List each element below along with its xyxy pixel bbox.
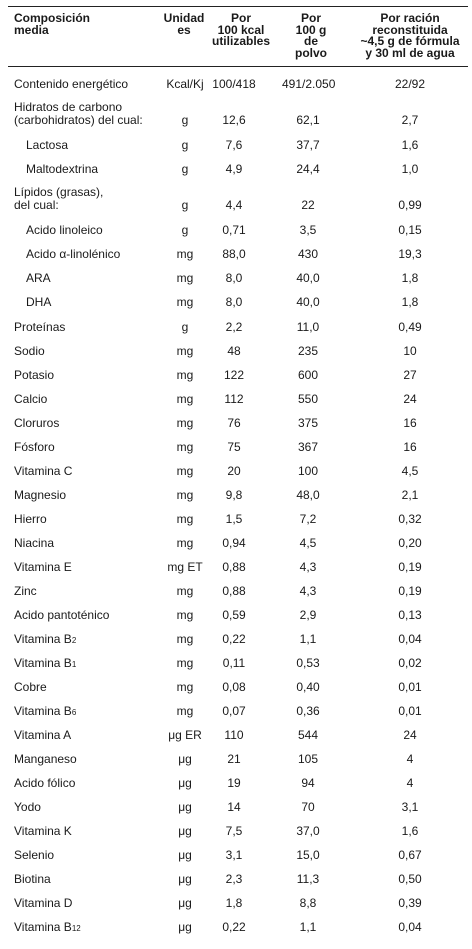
per-ration-cell: 24	[403, 392, 417, 406]
header-per-100kcal	[200, 13, 282, 48]
per-100kcal-cell: 0,08	[222, 680, 246, 694]
nutrient-name-line: Acido pantoténico	[14, 608, 110, 622]
nutrient-name-line: DHA	[26, 295, 52, 309]
unit-cell: mg	[176, 344, 194, 358]
nutrient-name	[14, 681, 47, 694]
unit-cell: mg	[176, 440, 194, 454]
nutrient-name	[14, 825, 72, 838]
per-100g-cell: 70	[301, 800, 315, 814]
per-100g-cell: 375	[297, 416, 319, 430]
header-line: Por ración	[380, 11, 440, 25]
per-100g-cell: 367	[297, 440, 319, 454]
nutrient-name	[14, 849, 54, 862]
per-ration-cell: 0,49	[398, 320, 422, 334]
per-100g-cell: 600	[297, 368, 319, 382]
nutrient-name	[14, 513, 47, 526]
per-ration-cell: 0,20	[398, 536, 422, 550]
per-100kcal-cell: 0,22	[222, 632, 246, 646]
nutrient-name-line: ARA	[26, 271, 51, 285]
nutrient-name-line: Maltodextrina	[26, 162, 99, 176]
per-100kcal-cell: 0,59	[222, 608, 246, 622]
per-ration-cell: 0,04	[398, 632, 422, 646]
unit-cell: μg	[178, 920, 192, 934]
per-ration-cell: 0,19	[398, 560, 422, 574]
unit-cell: mg	[176, 512, 194, 526]
per-100kcal-cell: 0,88	[222, 560, 246, 574]
per-ration-cell: 0,01	[398, 680, 422, 694]
per-ration-cell: 4,5	[401, 464, 419, 478]
nutrient-name	[14, 585, 37, 598]
nutrient-name	[14, 753, 77, 766]
per-100g-cell: 22	[301, 198, 315, 212]
unit-cell: μg ER	[168, 728, 202, 742]
header-line: polvo	[295, 45, 327, 60]
per-ration-cell: 0,32	[398, 512, 422, 526]
per-100g-cell: 430	[297, 247, 319, 261]
per-100kcal-cell: 19	[227, 776, 241, 790]
nutrient-name-line: Vitamina B	[14, 704, 72, 718]
per-100g-cell: 550	[297, 392, 319, 406]
per-ration-cell: 0,04	[398, 920, 422, 934]
nutrient-name-line: Hierro	[14, 512, 47, 526]
per-100kcal-cell: 110	[224, 728, 244, 742]
unit-cell: μg	[178, 752, 192, 766]
per-ration-cell: 16	[403, 440, 417, 454]
nutrient-name	[14, 345, 45, 358]
per-100kcal-cell: 1,5	[225, 512, 243, 526]
nutrient-name-line: Vitamina K	[14, 824, 72, 838]
unit-cell: mg	[176, 271, 194, 285]
per-100g-cell: 105	[297, 752, 319, 766]
nutrient-name-line: del cual:	[14, 198, 59, 212]
per-100kcal-cell: 14	[227, 800, 241, 814]
unit-cell: g	[181, 320, 189, 334]
header-line: Por	[230, 11, 251, 25]
nutrient-name: Vitamina B 6	[14, 704, 77, 718]
per-100g-cell: 48,0	[296, 488, 320, 502]
nutrient-name	[14, 321, 65, 334]
unit-cell: mg	[176, 608, 194, 622]
unit-cell: mg	[176, 392, 194, 406]
per-100kcal-cell: 21	[227, 752, 241, 766]
nutrient-name	[26, 224, 103, 237]
per-100kcal-cell: 4,4	[225, 198, 243, 212]
per-100g-cell: 544	[297, 728, 319, 742]
header-per-ration	[350, 13, 470, 59]
per-100g-cell: 235	[297, 344, 319, 358]
nutrient-name	[14, 609, 109, 622]
per-ration-cell: 0,67	[398, 848, 422, 862]
nutrient-name-line: Vitamina D	[14, 896, 73, 910]
nutrient-name-line: Cobre	[14, 680, 47, 694]
nutrient-name	[14, 369, 54, 382]
unit-cell: g	[181, 223, 189, 237]
nutrient-name	[26, 296, 51, 309]
unit-cell: mg	[176, 632, 194, 646]
unit-cell: mg	[176, 368, 194, 382]
per-100kcal-cell: 20	[227, 464, 241, 478]
per-100kcal-cell: 0,07	[222, 704, 246, 718]
per-ration-cell: 4	[406, 776, 414, 790]
header-line: reconstituida	[372, 22, 448, 37]
header-line: Unidad	[163, 11, 205, 25]
header-line: utilizables	[211, 34, 270, 48]
header-line: Por	[300, 11, 321, 25]
nutrient-name	[14, 101, 143, 127]
per-100g-cell: 4,5	[299, 536, 317, 550]
per-100kcal-cell: 9,8	[225, 488, 243, 502]
nutrient-name	[26, 272, 51, 285]
nutrient-name-line: Vitamina C	[14, 464, 73, 478]
unit-cell: mg	[176, 247, 194, 261]
per-100g-cell: 1,1	[299, 920, 317, 934]
per-100g-cell: 4,3	[299, 560, 317, 574]
nutrient-name-line: Vitamina A	[14, 728, 72, 742]
per-100kcal-cell: 100/418	[212, 77, 256, 91]
per-100kcal-cell: 0,11	[222, 656, 246, 670]
header-line: Composición	[14, 11, 91, 25]
per-100g-cell: 11,3	[296, 872, 320, 886]
nutrient-name	[14, 537, 54, 550]
per-100kcal-cell: 122	[223, 368, 245, 382]
nutrient-name-line: Vitamina E	[14, 560, 72, 574]
unit-cell: μg	[178, 896, 192, 910]
unit-cell: mg	[176, 416, 194, 430]
nutrient-name	[14, 897, 72, 910]
per-ration-cell: 0,19	[398, 584, 422, 598]
per-100kcal-cell: 0,88	[222, 584, 246, 598]
per-100g-cell: 37,7	[296, 138, 320, 152]
unit-cell: mg	[176, 656, 194, 670]
per-100g-cell: 11,0	[296, 320, 320, 334]
per-100g-cell: 40,0	[296, 271, 320, 285]
unit-cell: g	[181, 113, 189, 127]
unit-cell: g	[181, 198, 189, 212]
per-ration-cell: 1,8	[401, 295, 419, 309]
per-100kcal-cell: 3,1	[225, 848, 243, 862]
per-ration-cell: 3,1	[401, 800, 419, 814]
nutrient-name-line: Acido fólico	[14, 776, 76, 790]
per-100g-cell: 4,3	[299, 584, 317, 598]
per-100kcal-cell: 8,0	[225, 271, 243, 285]
per-ration-cell: 0,15	[398, 223, 422, 237]
unit-cell: μg	[178, 872, 192, 886]
per-100kcal-cell: 2,3	[225, 872, 243, 886]
per-ration-cell: 0,50	[398, 872, 422, 886]
header-per-100g	[280, 13, 342, 59]
per-100g-cell: 8,8	[299, 896, 317, 910]
nutrient-name-line: Acido linoleico	[26, 223, 103, 237]
header-line: 100 g	[295, 22, 327, 37]
unit-cell: mg	[176, 464, 194, 478]
header-line: y 30 ml de agua	[365, 45, 455, 60]
nutrient-name	[14, 777, 75, 790]
unit-cell: mg	[176, 680, 194, 694]
unit-cell: μg	[178, 824, 192, 838]
nutrient-name	[14, 729, 71, 742]
unit-cell: mg	[176, 584, 194, 598]
header-line: ~4,5 g de fórmula	[360, 34, 460, 48]
unit-cell: mg	[176, 536, 194, 550]
per-100kcal-cell: 8,0	[225, 295, 243, 309]
per-100kcal-cell: 75	[227, 440, 241, 454]
per-100g-cell: 24,4	[296, 162, 320, 176]
nutrient-name-line: Zinc	[14, 584, 37, 598]
nutrient-name	[14, 441, 55, 454]
per-ration-cell: 4	[406, 752, 414, 766]
unit-cell: μg	[178, 776, 192, 790]
nutrient-name	[14, 801, 41, 814]
nutrient-name: Vitamina B 2	[14, 632, 77, 646]
per-100kcal-cell: 1,8	[225, 896, 243, 910]
unit-cell: mg ET	[167, 560, 203, 574]
per-100kcal-cell: 0,71	[222, 223, 246, 237]
nutrient-name-line: Niacina	[14, 536, 55, 550]
per-100g-cell: 100	[297, 464, 319, 478]
per-ration-cell: 1,0	[401, 162, 419, 176]
nutrient-name-line: Sodio	[14, 344, 45, 358]
nutrient-name	[14, 465, 72, 478]
unit-cell: Kcal/Kj	[166, 77, 204, 91]
top-rule	[8, 6, 468, 7]
per-100g-cell: 2,9	[299, 608, 317, 622]
per-ration-cell: 19,3	[398, 247, 422, 261]
per-100g-cell: 40,0	[296, 295, 320, 309]
nutrient-name: Vitamina B 12	[14, 920, 81, 934]
per-100kcal-cell: 48	[227, 344, 241, 358]
header-line: de	[303, 34, 318, 48]
per-ration-cell: 0,01	[398, 704, 422, 718]
per-100g-cell: 1,1	[299, 632, 317, 646]
nutrient-name-line: Potasio	[14, 368, 55, 382]
header-line: es	[177, 22, 191, 37]
header-line: 100 kcal	[217, 22, 265, 37]
per-100g-cell: 0,40	[296, 680, 320, 694]
per-100kcal-cell: 7,5	[225, 824, 243, 838]
unit-cell: mg	[176, 488, 194, 502]
per-ration-cell: 16	[403, 416, 417, 430]
per-100g-cell: 94	[301, 776, 315, 790]
nutrient-name-line: Biotina	[14, 872, 51, 886]
nutrient-name-line: Lípidos (grasas),	[14, 185, 104, 199]
per-100kcal-cell: 76	[227, 416, 241, 430]
nutrient-name-line: Hidratos de carbono	[14, 100, 123, 114]
per-100g-cell: 0,53	[296, 656, 320, 670]
per-100kcal-cell: 0,94	[222, 536, 246, 550]
per-ration-cell: 10	[403, 344, 417, 358]
per-ration-cell: 27	[403, 368, 417, 382]
nutrient-name	[14, 393, 47, 406]
per-100kcal-cell: 4,9	[225, 162, 243, 176]
nutrient-name	[14, 186, 103, 212]
per-ration-cell: 1,6	[401, 138, 419, 152]
per-100kcal-cell: 2,2	[225, 320, 243, 334]
per-ration-cell: 2,7	[401, 113, 419, 127]
unit-cell: mg	[176, 704, 194, 718]
unit-cell: mg	[176, 295, 194, 309]
per-ration-cell: 0,02	[398, 656, 422, 670]
nutrient-name-line: Vitamina B	[14, 920, 72, 934]
nutrient-name	[26, 139, 68, 152]
nutrient-name	[14, 489, 66, 502]
nutrient-name-line: Fósforo	[14, 440, 55, 454]
nutrient-name-line: Lactosa	[26, 138, 69, 152]
nutrient-name	[14, 417, 59, 430]
per-100kcal-cell: 112	[224, 392, 244, 406]
header-rule	[8, 66, 468, 67]
per-100g-cell: 3,5	[299, 223, 317, 237]
per-100g-cell: 0,36	[296, 704, 320, 718]
per-100g-cell: 491/2.050	[282, 77, 336, 91]
nutrient-name	[14, 561, 72, 574]
nutrient-name	[14, 78, 128, 91]
nutrient-name-line: Proteínas	[14, 320, 66, 334]
nutrient-name-line: Contenido energético	[14, 77, 129, 91]
per-100g-cell: 15,0	[296, 848, 320, 862]
header-line: media	[14, 22, 49, 37]
per-ration-cell: 2,1	[401, 488, 419, 502]
per-100kcal-cell: 88,0	[222, 247, 246, 261]
header-composition	[14, 13, 144, 36]
nutrient-name-line: Manganeso	[14, 752, 77, 766]
per-100g-cell: 37,0	[296, 824, 320, 838]
nutrient-name-line: Vitamina B	[14, 632, 72, 646]
per-100kcal-cell: 12,6	[222, 113, 246, 127]
nutrient-name	[14, 873, 51, 886]
per-ration-cell: 1,6	[401, 824, 419, 838]
nutrient-name-line: Calcio	[14, 392, 48, 406]
nutrient-name: Vitamina B 1	[14, 656, 77, 670]
per-ration-cell: 0,99	[398, 198, 422, 212]
unit-cell: μg	[178, 848, 192, 862]
nutrient-name	[26, 163, 98, 176]
per-ration-cell: 24	[403, 728, 417, 742]
unit-cell: g	[181, 138, 189, 152]
per-100g-cell: 62,1	[296, 113, 320, 127]
nutrient-name-line: Vitamina B	[14, 656, 72, 670]
per-ration-cell: 0,39	[398, 896, 422, 910]
nutrient-name-line: Magnesio	[14, 488, 67, 502]
nutrient-name-line: Cloruros	[14, 416, 60, 430]
per-ration-cell: 1,8	[401, 271, 419, 285]
nutrient-name-line: (carbohidratos) del cual:	[14, 113, 143, 127]
unit-cell: g	[181, 162, 189, 176]
per-100g-cell: 7,2	[299, 512, 317, 526]
per-100kcal-cell: 7,6	[225, 138, 243, 152]
nutrient-name-line: Selenio	[14, 848, 55, 862]
unit-cell: μg	[178, 800, 192, 814]
per-ration-cell: 22/92	[394, 77, 426, 91]
nutrient-name-line: Yodo	[14, 800, 41, 814]
nutrient-name-line: Acido α-linolénico	[26, 247, 121, 261]
per-ration-cell: 0,13	[398, 608, 422, 622]
nutrient-name	[26, 248, 120, 261]
per-100kcal-cell: 0,22	[222, 920, 246, 934]
